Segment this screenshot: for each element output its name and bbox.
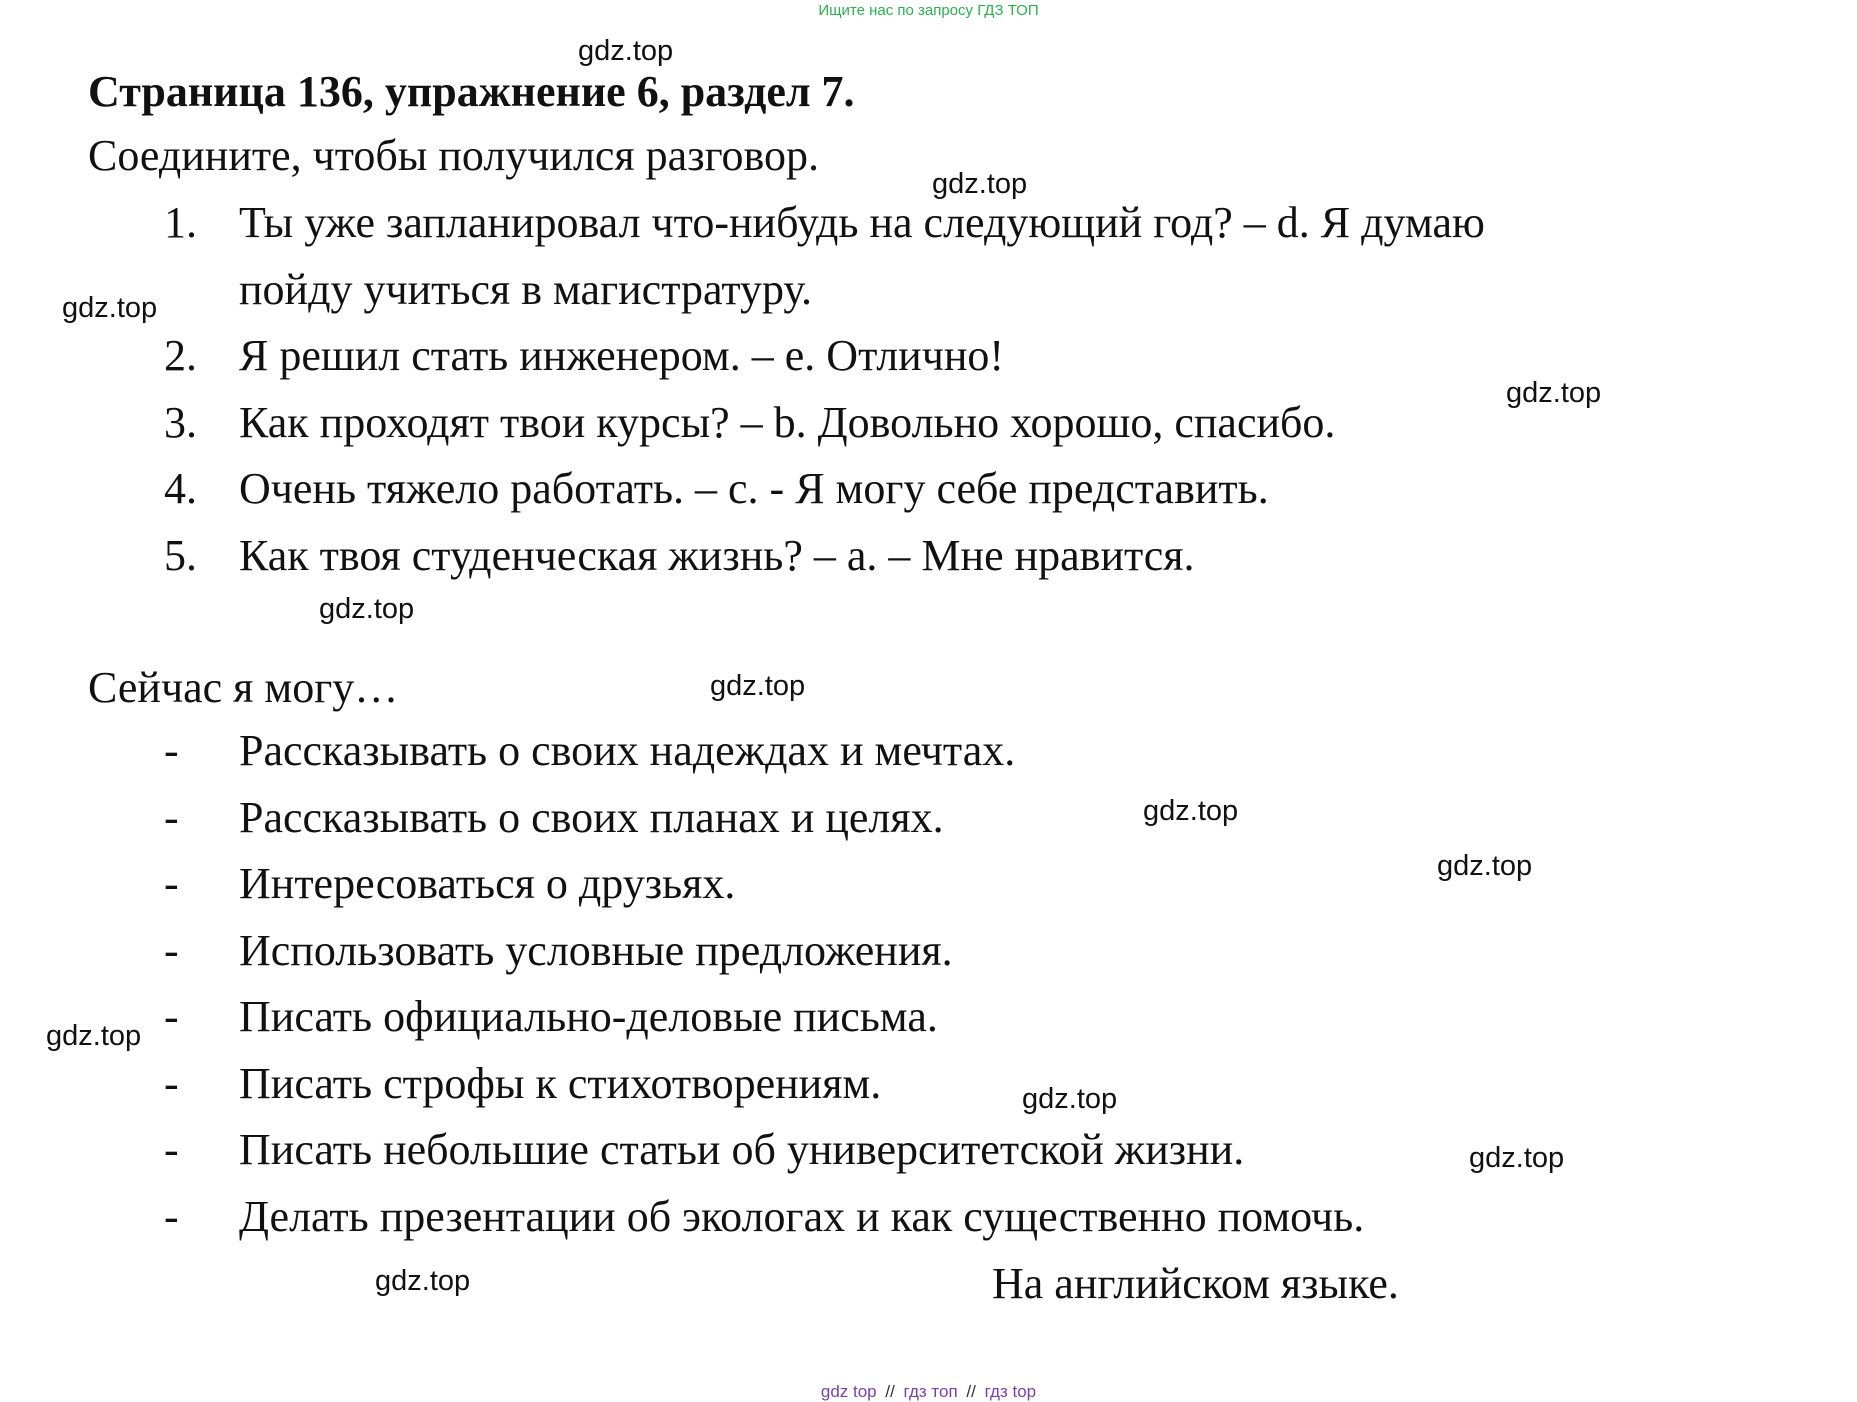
skill-item	[0, 785, 1600, 852]
dash-marker: -	[164, 1058, 179, 1108]
dash-marker: -	[164, 1125, 179, 1174]
watermark: gdz.top	[1022, 1083, 1118, 1115]
item-text: Я решил стать инженером. – e. Отлично!	[239, 331, 1005, 380]
item-text: Очень тяжело работать. – c. - Я могу себе представить.	[239, 464, 1269, 513]
watermark: gdz.top	[1437, 850, 1533, 882]
language-note: На английском языке.	[992, 1259, 1399, 1308]
dash-marker: -	[164, 726, 179, 775]
footer-separator: //	[966, 1382, 976, 1401]
skill-text: Интересоваться о друзьях.	[239, 859, 736, 908]
exercise-item	[0, 390, 1600, 457]
footer-link[interactable]: гдз топ	[903, 1382, 958, 1401]
dash-marker: -	[164, 925, 179, 975]
watermark: gdz.top	[578, 35, 674, 67]
dash-marker: -	[164, 1191, 179, 1241]
watermark: gdz.top	[1506, 377, 1602, 409]
skill-item	[0, 1117, 1600, 1184]
skill-text: Писать небольшие статьи об университетской жизни.	[239, 1125, 1245, 1174]
item-text: Ты уже запланировал что-нибудь на следующий год? – d. Я думаю пойду учиться в магистратуру.	[239, 198, 1485, 314]
watermark: gdz.top	[375, 1265, 471, 1297]
search-banner[interactable]: Ищите нас по запросу ГДЗ ТОП	[818, 2, 1039, 19]
item-number: 4.	[164, 464, 197, 513]
watermark: gdz.top	[46, 1020, 142, 1052]
watermark: gdz.top	[62, 292, 158, 324]
item-number: 2.	[164, 331, 197, 380]
watermark: gdz.top	[1469, 1142, 1565, 1174]
skill-text: Рассказывать о своих надеждах и мечтах.	[239, 726, 1016, 775]
skill-text: Делать презентации об экологах и как существенно помочь.	[239, 1191, 1365, 1241]
skill-text: Писать строфы к стихотворениям.	[239, 1058, 882, 1108]
dash-marker: -	[164, 859, 179, 908]
watermark: gdz.top	[710, 670, 806, 702]
watermark: gdz.top	[319, 593, 415, 625]
skill-text: Использовать условные предложения.	[239, 925, 953, 975]
footer-link[interactable]: gdz top	[820, 1382, 877, 1401]
skill-item	[0, 1051, 1600, 1118]
footer-link[interactable]: гдз top	[984, 1382, 1037, 1401]
skill-text: Рассказывать о своих планах и целях.	[239, 792, 944, 842]
skills-heading: Сейчас я могу…	[88, 663, 399, 712]
exercise-item	[0, 323, 1600, 390]
item-number: 1.	[164, 198, 197, 247]
exercise-item	[0, 523, 1600, 590]
exercise-item	[0, 190, 1600, 323]
exercise-list	[0, 190, 1600, 589]
skill-item	[0, 1184, 1600, 1251]
skill-item	[0, 918, 1600, 985]
dash-marker: -	[164, 992, 179, 1041]
item-number: 3.	[164, 397, 197, 447]
exercise-item	[0, 456, 1600, 523]
skill-text: Писать официально-деловые письма.	[239, 992, 938, 1041]
item-text: Как проходят твои курсы? – b. Довольно хорошо, спасибо.	[239, 397, 1336, 447]
skill-item	[0, 984, 1600, 1051]
exercise-instruction: Соедините, чтобы получился разговор.	[88, 131, 820, 180]
footer-links	[0, 1382, 1857, 1402]
watermark: gdz.top	[1143, 795, 1239, 827]
dash-marker: -	[164, 792, 179, 842]
skill-item	[0, 718, 1600, 785]
watermark: gdz.top	[932, 168, 1028, 200]
skill-item	[0, 851, 1600, 918]
item-number: 5.	[164, 530, 197, 580]
item-text: Как твоя студенческая жизнь? – a. – Мне нравится.	[239, 530, 1195, 580]
page-title: Страница 136, упражнение 6, раздел 7.	[88, 67, 855, 116]
footer-separator: //	[885, 1382, 895, 1401]
skills-list	[0, 718, 1600, 1250]
